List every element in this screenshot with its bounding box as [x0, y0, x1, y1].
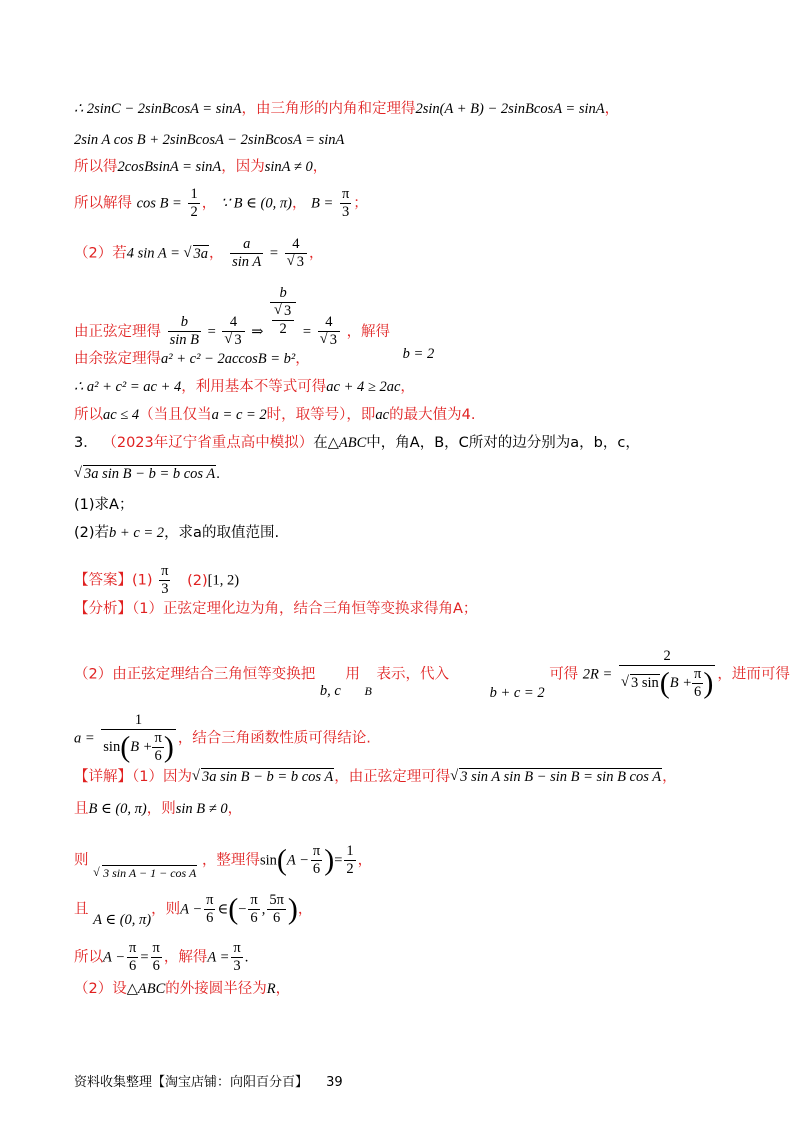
numerator: π	[312, 843, 321, 859]
text: 的最大值为4.	[389, 407, 476, 423]
formula: A −	[180, 901, 203, 918]
radicand: 3	[296, 254, 304, 270]
text: （2）由正弦定理结合三角恒等变换把	[74, 666, 316, 683]
text: 的外接圆半径为	[165, 981, 267, 997]
numerator: 1	[101, 712, 176, 730]
text: 用	[345, 666, 360, 683]
analysis-line-1	[74, 600, 477, 618]
formula: 2sin(A + B) − 2sinBcosA = sinA	[415, 101, 605, 117]
text: 且	[74, 801, 89, 817]
formula: 2cosBsinA = sinA	[117, 159, 222, 175]
equals: =	[334, 852, 343, 869]
formula: A =	[207, 949, 230, 966]
numerator: b	[270, 285, 296, 303]
denominator: 6	[154, 748, 162, 764]
formula: ac + 4 ≥ 2ac	[326, 379, 401, 395]
denominator: sin(B + $\frac{\pi}{6}$ )	[103, 730, 174, 764]
formula: R	[266, 981, 276, 997]
fraction	[231, 940, 242, 975]
formula: b + c = 2	[489, 684, 545, 701]
fraction	[222, 314, 244, 349]
solution-line-1	[74, 100, 619, 118]
numerator: 5π	[269, 892, 284, 908]
numerator: 2	[619, 648, 715, 666]
text: ，	[275, 981, 291, 997]
formula: B	[364, 683, 372, 698]
element-of: ∈	[217, 901, 229, 918]
equals: =	[207, 323, 216, 340]
formula: a =	[74, 730, 95, 747]
fraction	[267, 892, 286, 927]
numerator: π	[250, 892, 258, 908]
fraction	[159, 563, 170, 598]
detail-line-6	[74, 980, 290, 998]
denominator: 6	[206, 910, 214, 926]
denominator: 3	[341, 204, 350, 220]
formula: B +	[669, 674, 693, 691]
text: ，	[308, 245, 324, 262]
text: 则	[74, 852, 89, 869]
formula: B =	[311, 195, 334, 212]
text: ，求a的取值范围.	[164, 525, 280, 541]
fraction	[311, 843, 322, 878]
formula: ∴ a² + c² = ac + 4	[74, 379, 182, 395]
text: 【详解】（1）因为	[74, 769, 192, 785]
numerator: π	[233, 940, 241, 956]
equals: =	[269, 245, 279, 262]
numerator: 1	[346, 843, 354, 859]
detail-line-2	[74, 800, 242, 818]
radicand: 3	[329, 332, 337, 349]
fraction	[204, 892, 215, 927]
formula: sinA ≠ 0	[264, 159, 313, 175]
text: ，	[295, 351, 310, 367]
text: 且	[74, 901, 89, 918]
numerator: 1	[190, 186, 198, 202]
fraction	[101, 712, 176, 765]
formula: ∴ 2sinC − 2sinBcosA = sinA	[74, 101, 242, 117]
minus: −	[238, 901, 247, 918]
solution-line-2	[74, 131, 344, 149]
formula: B +	[130, 738, 153, 755]
denominator: 6	[129, 958, 137, 974]
text: ，解得	[163, 949, 208, 966]
equals: =	[302, 323, 312, 340]
solution-line-8	[74, 378, 415, 396]
fraction	[285, 236, 307, 271]
detail-line-4: 且 A ∈ (0, π)，则A − $\frac{\pi}{6}$ ∈(− $\frac{\pi}{6}$ , $\frac{5\pi}{6}$ )，	[74, 892, 313, 928]
denominator: 2	[346, 861, 354, 877]
formula: 3a sin B − b = b cos A	[84, 466, 216, 482]
answer-label: 【答案】(1)	[74, 572, 153, 589]
radicand: 3a	[193, 245, 209, 262]
fraction	[188, 186, 199, 221]
solution-line-4	[74, 186, 368, 221]
fraction	[127, 940, 138, 975]
formula: ∵ B ∈ (0, π)	[220, 195, 292, 212]
text: ，则	[146, 801, 176, 817]
text: ，	[604, 101, 620, 117]
numerator: π	[694, 666, 702, 682]
text: 所以解得	[74, 195, 132, 212]
comma: ,	[261, 901, 266, 918]
denominator: sin A	[232, 254, 262, 270]
denominator: 3	[233, 958, 241, 974]
denominator: 6	[312, 861, 321, 877]
analysis-line-2	[74, 648, 790, 701]
denominator: sin B	[169, 332, 200, 349]
text: （2）设	[74, 981, 127, 997]
solution-line-7	[74, 350, 310, 368]
fraction	[340, 186, 351, 221]
denominator: 6	[272, 910, 281, 926]
formula: sin B ≠ 0	[175, 801, 228, 817]
formula: b = 2	[402, 345, 435, 362]
formula: A −	[103, 949, 126, 966]
formula: 3a sin B − b = b cos A	[201, 769, 334, 785]
question-source: （2023年辽宁省重点高中模拟）	[102, 435, 314, 451]
text: 由正弦定理得	[74, 323, 161, 340]
denominator: 2	[190, 204, 198, 220]
formula: 2R =	[582, 666, 613, 683]
formula: a = c = 2	[211, 407, 267, 423]
formula: cos B =	[136, 195, 182, 212]
text: ，整理得	[201, 852, 260, 869]
denominator: √ 3 sin(B + $\frac{\pi}{6}$ )	[619, 666, 715, 701]
detail-line-1	[74, 768, 677, 786]
footer-text: 资料收集整理【淘宝店铺：向阳百分百】	[74, 1075, 309, 1090]
denominator	[270, 303, 296, 338]
equals: =	[140, 949, 149, 966]
text: （当且仅当	[139, 407, 212, 423]
formula: A −	[286, 852, 309, 869]
formula: ac	[375, 407, 390, 423]
text: 所以	[74, 949, 103, 966]
text: 在	[313, 435, 328, 451]
sqrt-3	[450, 768, 662, 786]
fraction	[318, 314, 340, 349]
fraction	[344, 843, 355, 878]
radicand: 3	[234, 332, 242, 349]
text: ，由正弦定理可得	[334, 769, 451, 785]
denominator: 6	[694, 684, 702, 700]
numerator: π	[152, 940, 160, 956]
detail-line-5	[74, 940, 248, 975]
text: ，进而可得	[717, 666, 790, 683]
formula: b, c	[319, 682, 341, 699]
formula: B ∈ (0, π)	[88, 801, 147, 817]
text: ，	[357, 852, 373, 869]
text: ，	[297, 901, 313, 918]
text: ，	[209, 245, 224, 262]
formula: 3 sin A − 1 − cos A	[103, 865, 197, 880]
formula: 2sin A cos B + 2sinBcosA − 2sinBcosA = sinA	[74, 132, 345, 148]
text: ，利用基本不等式可得	[181, 379, 327, 395]
analysis-line-3	[74, 712, 371, 765]
numerator: π	[206, 892, 214, 908]
text: ，由三角形的内角和定理得	[241, 101, 416, 117]
formula: a² + c² − 2accosB = b²	[161, 351, 296, 367]
formula: sin	[103, 738, 121, 755]
question-3-part-1	[74, 496, 133, 514]
radicand: 3 sin	[630, 674, 659, 691]
sqrt-3	[192, 768, 334, 786]
sqrt-3	[74, 465, 216, 483]
text: ，	[662, 769, 677, 785]
formula: 3 sin A sin B − sin B = sin B cos A	[460, 769, 662, 785]
text: (1)求A；	[74, 497, 134, 513]
text: ，	[291, 195, 307, 212]
text: （2）若	[74, 245, 127, 262]
question-3-stem	[74, 434, 640, 452]
text: 可得	[549, 666, 579, 683]
text: ，解得	[346, 323, 391, 340]
text: 所以得	[74, 159, 118, 175]
text: ；	[353, 195, 368, 212]
solution-line-9	[74, 406, 475, 424]
numerator: 4	[318, 314, 340, 332]
formula: ac ≤ 4	[103, 407, 140, 423]
text: 时，取等号），即	[266, 407, 376, 423]
denominator: 6	[152, 958, 160, 974]
fraction	[168, 314, 201, 349]
radicand: 3	[284, 303, 292, 319]
text: ，	[201, 195, 217, 212]
numerator: 4	[285, 236, 307, 254]
detail-line-3: 则 √ 3 sin A − 1 − cos A ，整理得sin(A − $\frac{\pi}{6}$ )= $\frac{1}{2}$ ，	[74, 843, 372, 878]
fraction	[151, 940, 162, 975]
numerator: π	[129, 940, 137, 956]
solution-line-5	[74, 236, 323, 271]
fraction	[230, 236, 263, 271]
numerator: b	[168, 314, 201, 332]
fraction	[270, 285, 296, 338]
formula: [1, 2)	[207, 572, 240, 589]
solution-line-3	[74, 158, 327, 176]
fraction	[619, 648, 715, 701]
text: ，结合三角函数性质可得结论.	[177, 730, 371, 747]
sqrt-3	[93, 864, 197, 882]
text: ，	[227, 801, 243, 817]
text: ，	[400, 379, 415, 395]
text: 【分析】（1）正弦定理化边为角，结合三角恒等变换求得角A；	[74, 601, 478, 617]
text: 由余弦定理得	[74, 351, 161, 367]
fraction	[248, 892, 259, 927]
numerator: π	[161, 563, 169, 579]
formula: b + c = 2	[109, 525, 165, 541]
numerator: a	[230, 236, 263, 254]
page-footer	[74, 1071, 343, 1090]
formula: △ABC	[126, 981, 166, 997]
formula: △ABC	[327, 435, 367, 451]
denominator: 6	[250, 910, 258, 926]
page-number: 39	[326, 1075, 343, 1090]
text: .	[216, 466, 220, 482]
text: 中，角A，B，C所对的边分别为a，b，c，	[366, 435, 640, 451]
question-number: 3．	[74, 435, 98, 451]
formula: 4 sin A =	[126, 245, 184, 262]
question-3-part-2	[74, 524, 279, 542]
text: ，因为	[221, 159, 265, 175]
formula: sin	[259, 852, 277, 869]
text: (2)	[187, 572, 208, 589]
question-3-condition	[74, 465, 220, 483]
formula: A ∈ (0, π)	[93, 911, 152, 928]
text: 所以	[74, 407, 103, 423]
numerator: π	[154, 730, 162, 746]
text: (2)若	[74, 525, 110, 541]
sqrt-3	[184, 245, 210, 263]
text: ，	[312, 159, 328, 175]
denominator: 3	[161, 581, 169, 597]
numerator: 4	[222, 314, 244, 332]
implies-arrow: ⇒	[251, 323, 264, 340]
text: 表示，代入	[376, 666, 449, 683]
denominator: 2	[279, 321, 287, 337]
numerator: π	[341, 186, 350, 202]
text: ，则	[151, 901, 181, 918]
answer-line	[74, 563, 239, 598]
text: .	[244, 949, 249, 966]
